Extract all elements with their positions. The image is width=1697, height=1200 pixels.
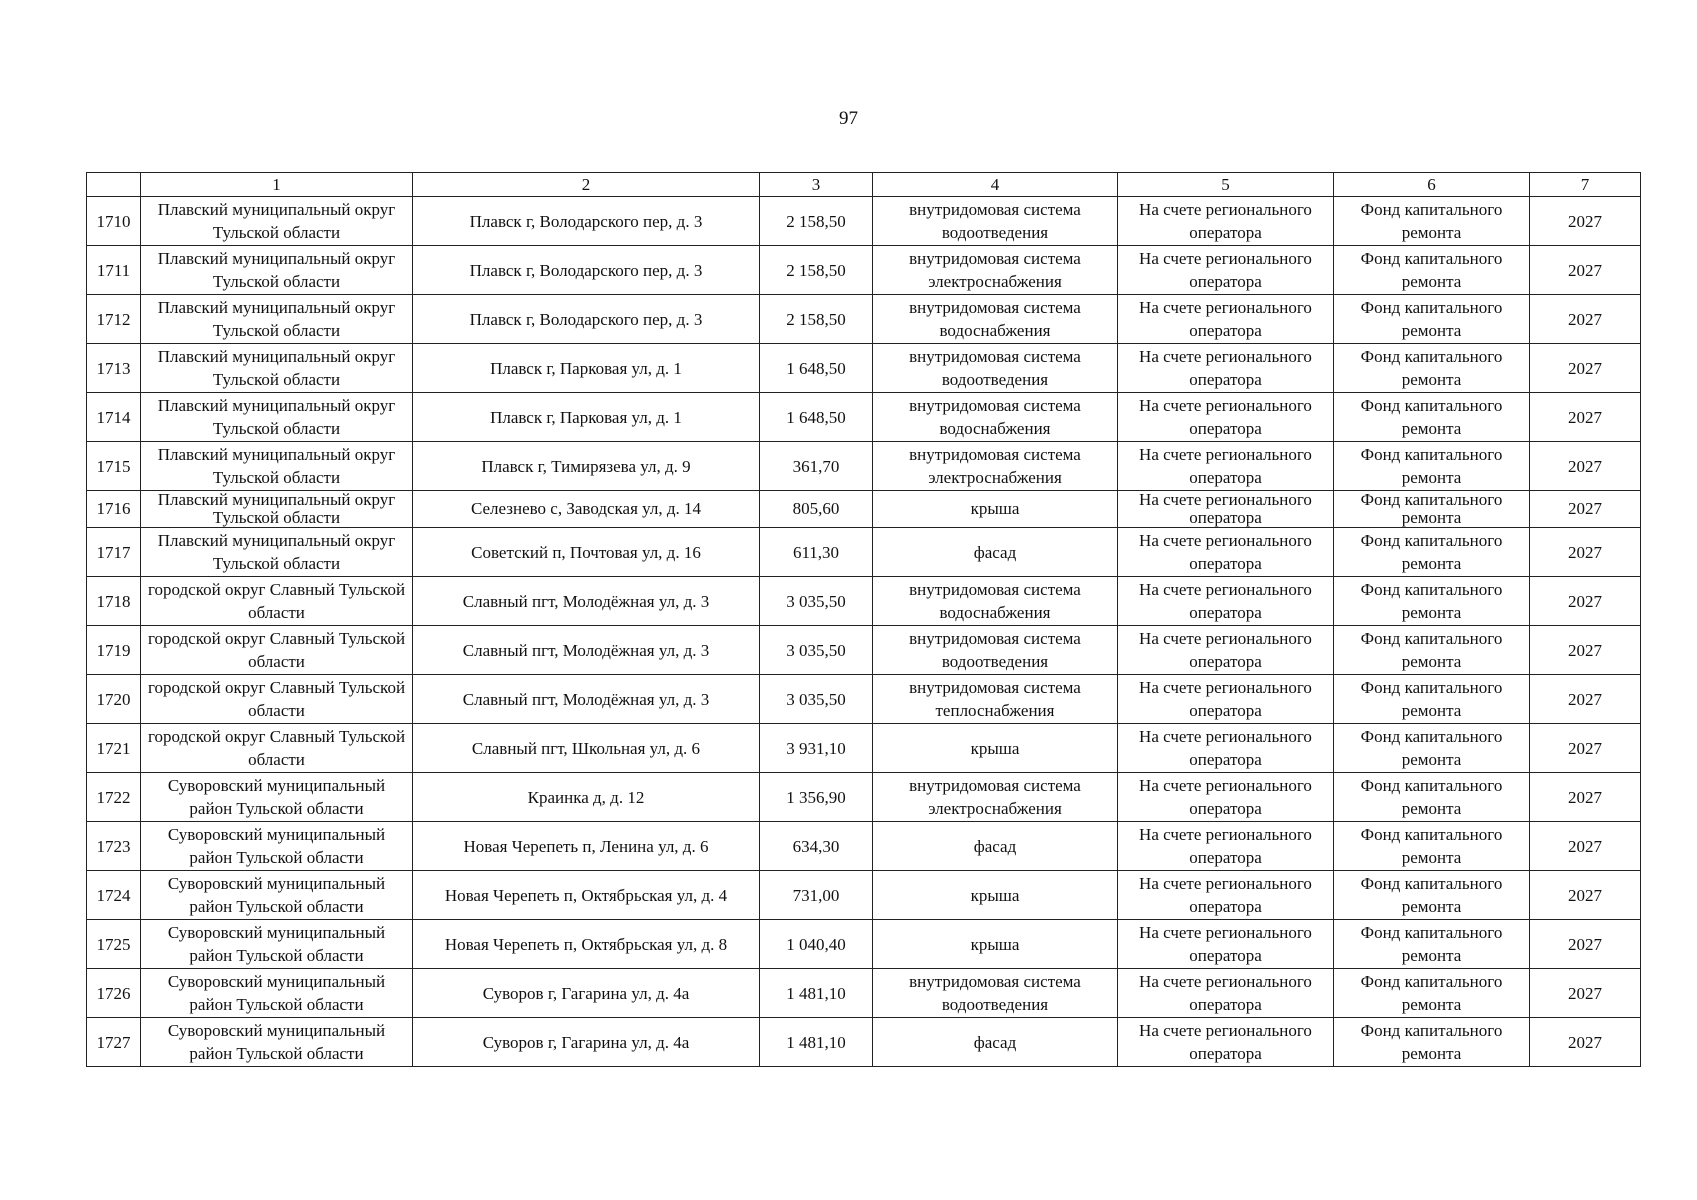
- area-cell: 2 158,50: [760, 197, 873, 246]
- funding-source-cell: Фонд капитального ремонта: [1334, 197, 1530, 246]
- table-row: [87, 675, 1641, 724]
- page-number: 97: [839, 108, 858, 129]
- account-cell: На счете регионального оператора: [1118, 295, 1334, 344]
- funding-source-cell: Фонд капитального ремонта: [1334, 491, 1530, 528]
- account-cell: На счете регионального оператора: [1118, 773, 1334, 822]
- table-row: [87, 393, 1641, 442]
- row-number-cell: 1715: [87, 442, 141, 491]
- account-cell: На счете регионального оператора: [1118, 344, 1334, 393]
- account-cell: На счете регионального оператора: [1118, 393, 1334, 442]
- area-cell: 1 481,10: [760, 1018, 873, 1067]
- funding-source-cell: Фонд капитального ремонта: [1334, 246, 1530, 295]
- work-type-cell: внутридомовая система водоотведения: [873, 969, 1118, 1018]
- year-cell: 2027: [1530, 626, 1641, 675]
- header-cell: 3: [760, 173, 873, 197]
- header-cell: [87, 173, 141, 197]
- funding-source-cell: Фонд капитального ремонта: [1334, 528, 1530, 577]
- work-type-cell: крыша: [873, 871, 1118, 920]
- account-cell: На счете регионального оператора: [1118, 920, 1334, 969]
- work-type-cell: фасад: [873, 528, 1118, 577]
- district-cell: городской округ Славный Тульской области: [141, 724, 413, 773]
- area-cell: 1 040,40: [760, 920, 873, 969]
- area-cell: 3 035,50: [760, 675, 873, 724]
- district-cell: Суворовский муниципальный район Тульской области: [141, 1018, 413, 1067]
- funding-source-cell: Фонд капитального ремонта: [1334, 822, 1530, 871]
- year-cell: 2027: [1530, 197, 1641, 246]
- district-cell: Плавский муниципальный округ Тульской области: [141, 442, 413, 491]
- address-cell: Плавск г, Парковая ул, д. 1: [413, 344, 760, 393]
- account-cell: На счете регионального оператора: [1118, 1018, 1334, 1067]
- table-row: [87, 197, 1641, 246]
- account-cell: На счете регионального оператора: [1118, 442, 1334, 491]
- work-type-cell: внутридомовая система водоснабжения: [873, 577, 1118, 626]
- year-cell: 2027: [1530, 295, 1641, 344]
- work-type-cell: внутридомовая система водоснабжения: [873, 393, 1118, 442]
- address-cell: Славный пгт, Молодёжная ул, д. 3: [413, 675, 760, 724]
- year-cell: 2027: [1530, 528, 1641, 577]
- row-number-cell: 1725: [87, 920, 141, 969]
- funding-source-cell: Фонд капитального ремонта: [1334, 773, 1530, 822]
- address-cell: Плавск г, Володарского пер, д. 3: [413, 197, 760, 246]
- area-cell: 361,70: [760, 442, 873, 491]
- year-cell: 2027: [1530, 773, 1641, 822]
- row-number-cell: 1714: [87, 393, 141, 442]
- work-type-cell: внутридомовая система теплоснабжения: [873, 675, 1118, 724]
- repair-schedule-table: [86, 172, 1641, 1067]
- district-cell: Плавский муниципальный округ Тульской области: [141, 197, 413, 246]
- area-cell: 2 158,50: [760, 246, 873, 295]
- row-number-cell: 1712: [87, 295, 141, 344]
- table-row: [87, 577, 1641, 626]
- work-type-cell: внутридомовая система водоотведения: [873, 197, 1118, 246]
- funding-source-cell: Фонд капитального ремонта: [1334, 393, 1530, 442]
- funding-source-cell: Фонд капитального ремонта: [1334, 577, 1530, 626]
- district-cell: Суворовский муниципальный район Тульской области: [141, 969, 413, 1018]
- address-cell: Плавск г, Володарского пер, д. 3: [413, 246, 760, 295]
- district-cell: Суворовский муниципальный район Тульской области: [141, 822, 413, 871]
- work-type-cell: крыша: [873, 491, 1118, 528]
- year-cell: 2027: [1530, 969, 1641, 1018]
- address-cell: Селезнево с, Заводская ул, д. 14: [413, 491, 760, 528]
- address-cell: Новая Черепеть п, Октябрьская ул, д. 8: [413, 920, 760, 969]
- account-cell: На счете регионального оператора: [1118, 675, 1334, 724]
- funding-source-cell: Фонд капитального ремонта: [1334, 1018, 1530, 1067]
- district-cell: Плавский муниципальный округ Тульской области: [141, 344, 413, 393]
- funding-source-cell: Фонд капитального ремонта: [1334, 675, 1530, 724]
- area-cell: 1 356,90: [760, 773, 873, 822]
- address-cell: Краинка д, д. 12: [413, 773, 760, 822]
- work-type-cell: внутридомовая система водоотведения: [873, 344, 1118, 393]
- table-row: [87, 1018, 1641, 1067]
- account-cell: На счете регионального оператора: [1118, 528, 1334, 577]
- address-cell: Плавск г, Володарского пер, д. 3: [413, 295, 760, 344]
- table-row: [87, 295, 1641, 344]
- work-type-cell: крыша: [873, 920, 1118, 969]
- area-cell: 2 158,50: [760, 295, 873, 344]
- funding-source-cell: Фонд капитального ремонта: [1334, 626, 1530, 675]
- table-row: [87, 822, 1641, 871]
- row-number-cell: 1724: [87, 871, 141, 920]
- header-cell: 1: [141, 173, 413, 197]
- table-body: [87, 173, 1641, 1067]
- funding-source-cell: Фонд капитального ремонта: [1334, 442, 1530, 491]
- year-cell: 2027: [1530, 675, 1641, 724]
- area-cell: 634,30: [760, 822, 873, 871]
- district-cell: городской округ Славный Тульской области: [141, 577, 413, 626]
- district-cell: городской округ Славный Тульской области: [141, 626, 413, 675]
- year-cell: 2027: [1530, 577, 1641, 626]
- area-cell: 1 648,50: [760, 344, 873, 393]
- table-row: [87, 246, 1641, 295]
- account-cell: На счете регионального оператора: [1118, 969, 1334, 1018]
- table-row: [87, 920, 1641, 969]
- funding-source-cell: Фонд капитального ремонта: [1334, 920, 1530, 969]
- work-type-cell: внутридомовая система водоотведения: [873, 626, 1118, 675]
- work-type-cell: внутридомовая система электроснабжения: [873, 773, 1118, 822]
- account-cell: На счете регионального оператора: [1118, 822, 1334, 871]
- address-cell: Плавск г, Тимирязева ул, д. 9: [413, 442, 760, 491]
- year-cell: 2027: [1530, 246, 1641, 295]
- table-row: [87, 344, 1641, 393]
- year-cell: 2027: [1530, 442, 1641, 491]
- year-cell: 2027: [1530, 491, 1641, 528]
- account-cell: На счете регионального оператора: [1118, 724, 1334, 773]
- table-row: [87, 491, 1641, 528]
- area-cell: 3 035,50: [760, 577, 873, 626]
- funding-source-cell: Фонд капитального ремонта: [1334, 344, 1530, 393]
- table-row: [87, 969, 1641, 1018]
- table-row: [87, 442, 1641, 491]
- header-cell: 2: [413, 173, 760, 197]
- work-type-cell: внутридомовая система электроснабжения: [873, 442, 1118, 491]
- account-cell: На счете регионального оператора: [1118, 246, 1334, 295]
- row-number-cell: 1720: [87, 675, 141, 724]
- address-cell: Суворов г, Гагарина ул, д. 4а: [413, 969, 760, 1018]
- district-cell: городской округ Славный Тульской области: [141, 675, 413, 724]
- header-cell: 5: [1118, 173, 1334, 197]
- row-number-cell: 1718: [87, 577, 141, 626]
- year-cell: 2027: [1530, 822, 1641, 871]
- table-row: [87, 528, 1641, 577]
- address-cell: Плавск г, Парковая ул, д. 1: [413, 393, 760, 442]
- row-number-cell: 1722: [87, 773, 141, 822]
- year-cell: 2027: [1530, 393, 1641, 442]
- work-type-cell: внутридомовая система водоснабжения: [873, 295, 1118, 344]
- address-cell: Славный пгт, Молодёжная ул, д. 3: [413, 626, 760, 675]
- year-cell: 2027: [1530, 724, 1641, 773]
- address-cell: Славный пгт, Молодёжная ул, д. 3: [413, 577, 760, 626]
- row-number-cell: 1716: [87, 491, 141, 528]
- table-row: [87, 773, 1641, 822]
- funding-source-cell: Фонд капитального ремонта: [1334, 724, 1530, 773]
- row-number-cell: 1710: [87, 197, 141, 246]
- district-cell: Суворовский муниципальный район Тульской области: [141, 920, 413, 969]
- header-cell: 7: [1530, 173, 1641, 197]
- year-cell: 2027: [1530, 1018, 1641, 1067]
- district-cell: Плавский муниципальный округ Тульской области: [141, 295, 413, 344]
- repair-schedule-table-wrap: [86, 172, 1640, 1067]
- funding-source-cell: Фонд капитального ремонта: [1334, 969, 1530, 1018]
- district-cell: Плавский муниципальный округ Тульской области: [141, 528, 413, 577]
- district-cell: Плавский муниципальный округ Тульской области: [141, 491, 413, 528]
- area-cell: 1 648,50: [760, 393, 873, 442]
- account-cell: На счете регионального оператора: [1118, 871, 1334, 920]
- account-cell: На счете регионального оператора: [1118, 197, 1334, 246]
- address-cell: Славный пгт, Школьная ул, д. 6: [413, 724, 760, 773]
- district-cell: Плавский муниципальный округ Тульской области: [141, 393, 413, 442]
- area-cell: 731,00: [760, 871, 873, 920]
- row-number-cell: 1727: [87, 1018, 141, 1067]
- work-type-cell: фасад: [873, 1018, 1118, 1067]
- funding-source-cell: Фонд капитального ремонта: [1334, 871, 1530, 920]
- table-row: [87, 724, 1641, 773]
- column-number-header-row: [87, 173, 1641, 197]
- header-cell: 4: [873, 173, 1118, 197]
- work-type-cell: внутридомовая система электроснабжения: [873, 246, 1118, 295]
- account-cell: На счете регионального оператора: [1118, 577, 1334, 626]
- table-row: [87, 626, 1641, 675]
- area-cell: 3 035,50: [760, 626, 873, 675]
- district-cell: Плавский муниципальный округ Тульской области: [141, 246, 413, 295]
- row-number-cell: 1711: [87, 246, 141, 295]
- district-cell: Суворовский муниципальный район Тульской области: [141, 773, 413, 822]
- area-cell: 1 481,10: [760, 969, 873, 1018]
- address-cell: Новая Черепеть п, Октябрьская ул, д. 4: [413, 871, 760, 920]
- table-row: [87, 871, 1641, 920]
- row-number-cell: 1717: [87, 528, 141, 577]
- row-number-cell: 1721: [87, 724, 141, 773]
- account-cell: На счете регионального оператора: [1118, 491, 1334, 528]
- row-number-cell: 1713: [87, 344, 141, 393]
- address-cell: Советский п, Почтовая ул, д. 16: [413, 528, 760, 577]
- address-cell: Новая Черепеть п, Ленина ул, д. 6: [413, 822, 760, 871]
- row-number-cell: 1723: [87, 822, 141, 871]
- address-cell: Суворов г, Гагарина ул, д. 4а: [413, 1018, 760, 1067]
- funding-source-cell: Фонд капитального ремонта: [1334, 295, 1530, 344]
- district-cell: Суворовский муниципальный район Тульской области: [141, 871, 413, 920]
- area-cell: 805,60: [760, 491, 873, 528]
- account-cell: На счете регионального оператора: [1118, 626, 1334, 675]
- work-type-cell: фасад: [873, 822, 1118, 871]
- area-cell: 3 931,10: [760, 724, 873, 773]
- year-cell: 2027: [1530, 871, 1641, 920]
- header-cell: 6: [1334, 173, 1530, 197]
- work-type-cell: крыша: [873, 724, 1118, 773]
- year-cell: 2027: [1530, 344, 1641, 393]
- area-cell: 611,30: [760, 528, 873, 577]
- year-cell: 2027: [1530, 920, 1641, 969]
- row-number-cell: 1726: [87, 969, 141, 1018]
- row-number-cell: 1719: [87, 626, 141, 675]
